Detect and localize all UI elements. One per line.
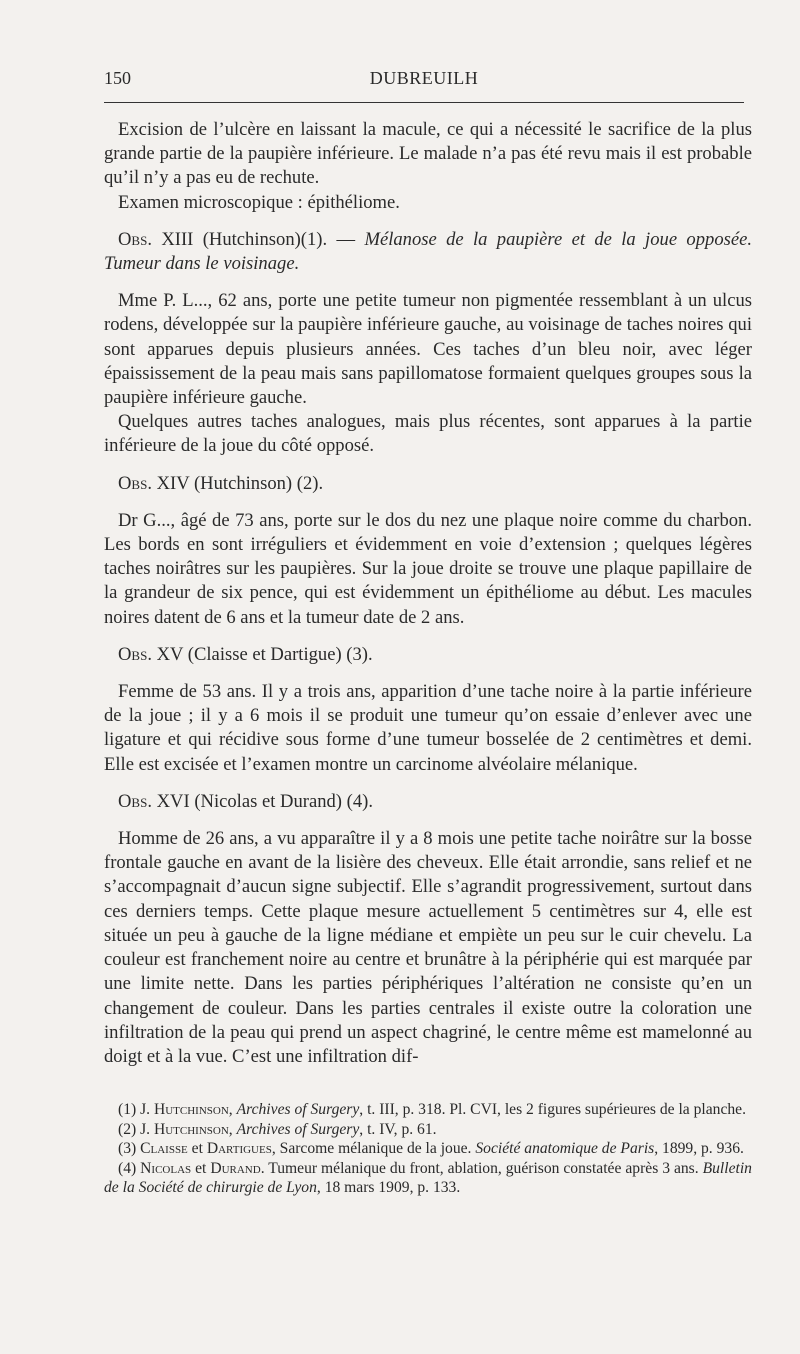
footnote-number: (1) J. — [118, 1101, 154, 1118]
paragraph-case-woman: Femme de 53 ans. Il y a trois ans, apparition d’une tache noire à la partie inférieure de la joue ; il y a 6 mois il se produit une tumeur qu’on essaie d’enlever avec une ligature et qui récidive sous forme d’une tumeur bosselée de 2 centimètres et demi. Elle est excisée et l’examen montre un carcinome alvéolaire mélanique. — [104, 681, 752, 775]
footnote-1 — [104, 1100, 752, 1120]
paragraph-microscopic-exam: Examen microscopique : épithéliome. — [118, 191, 400, 213]
footnote-details: , t. III, p. 318. Pl. CVI, les 2 figures supérieures de la planche. — [359, 1101, 746, 1118]
footnote-conjunction: et — [191, 1159, 211, 1177]
observation-heading-14 — [104, 472, 752, 496]
obs-label: Obs. — [118, 472, 152, 494]
footnote-author: Durand — [210, 1159, 261, 1177]
footnote-source-title: Archives of Surgery — [236, 1120, 360, 1138]
observation-heading-16 — [104, 790, 752, 814]
footnote-3 — [104, 1139, 752, 1159]
header-rule — [104, 102, 744, 103]
observation-heading-13 — [104, 228, 752, 276]
footnote-separator: , — [228, 1120, 237, 1138]
footnote-number: (4) — [118, 1159, 141, 1177]
page-number: 150 — [104, 68, 131, 88]
footnote-2 — [104, 1120, 752, 1140]
observation-heading-15 — [104, 643, 752, 667]
footnote-source-title: Société anatomique de Paris — [475, 1140, 655, 1158]
footnote-author: Hutchinson — [153, 1101, 229, 1118]
footnote-conjunction: et — [187, 1140, 207, 1158]
paragraph-case-man: Homme de 26 ans, a vu apparaître il y a 8 mois une petite tache noirâtre sur la bosse frontale gauche en avant de la lisière des cheveux. Elle était arrondie, sans relief et ne s’accompagnait d’aucun signe subjectif. Elle s’agrandit progressivement, surtout dans ces derniers temps. Cette plaque mesure actuellement 5 centimètres sur 4, elle est située un peu à gauche de la ligne médiane et empiète un peu sur le cuir chevelu. La couleur est franchement noire au centre et brunâtre à la périphérie qui est marquée par une limite nette. Dans les parties périphériques l’altération ne consiste qu’en un changement de couleur. Dans les parties centrales il existe outre la coloration une infiltration de la peau qui prend un aspect chagriné, le centre même est mamelonné au doigt et à la vue. C’est une infiltration dif- — [104, 828, 752, 1067]
obs-head: XV (Claisse et Dartigue) (3). — [151, 643, 373, 665]
footnote-details: , t. IV, p. 61. — [359, 1120, 437, 1138]
obs-label: Obs. — [118, 228, 152, 250]
footnote-details: . Tumeur mélanique du front, ablation, guérison constatée après 3 ans. — [260, 1159, 703, 1177]
obs-head: XIII (Hutchinson)(1). — — [151, 228, 365, 250]
footnote-author: Nicolas — [140, 1159, 192, 1177]
running-title: DUBREUILH — [369, 68, 479, 88]
footnote-4 — [104, 1159, 752, 1198]
footnote-author: Hutchinson — [153, 1120, 229, 1138]
footnote-source-title: Archives of Surgery — [236, 1101, 360, 1118]
footnote-number: (2) J. — [118, 1120, 154, 1138]
paragraph-case-mme-p: Mme P. L..., 62 ans, porte une petite tumeur non pigmentée ressemblant à un ulcus rodens, développée sur la paupière inférieure gauche, au voisinage de taches noires qui sont apparues depuis plusieurs années. Ces taches d’un bleu noir, avec léger épaississement de la peau mais sans papillomatose formaient quelques groupes sous la paupière inférieure gauche. — [104, 290, 752, 409]
footnote-details: , 1899, p. 936. — [654, 1140, 744, 1158]
obs-head: XIV (Hutchinson) (2). — [151, 472, 324, 494]
obs-label: Obs. — [118, 643, 152, 665]
footnote-author: Claisse — [140, 1140, 188, 1158]
body-text — [104, 118, 752, 1069]
paragraph-excision: Excision de l’ulcère en laissant la macule, ce qui a nécessité le sacrifice de la plus grande partie de la paupière inférieure. Le malade n’a pas été revu mais il est probable qu’il n’y a pas eu de rechute. — [104, 119, 752, 189]
obs-title: Mélanose de la paupière et de la joue opposée. Tumeur dans le voisinage. — [104, 228, 753, 275]
footnote-separator: , — [228, 1101, 237, 1118]
footnote-details: , 18 mars 1909, p. 133. — [316, 1179, 461, 1197]
footnote-author: Dartigues — [206, 1140, 272, 1158]
footnotes — [104, 1100, 752, 1198]
paragraph-other-spots: Quelques autres taches analogues, mais plus récentes, sont apparues à la partie inférieure de la joue du côté opposé. — [104, 411, 752, 457]
obs-label: Obs. — [118, 790, 152, 812]
obs-head: XVI (Nicolas et Durand) (4). — [151, 790, 373, 812]
footnote-source-title: Bulletin de la Société de chirurgie de Lyon — [104, 1159, 752, 1197]
footnote-number: (3) — [118, 1140, 141, 1158]
paragraph-case-dr-g: Dr G..., âgé de 73 ans, porte sur le dos du nez une plaque noire comme du charbon. Les bords en sont irréguliers et évidemment en voie d’extension ; quelques légères taches noirâtres sur les paupières. Sur la joue droite se trouve une plaque papillaire de la grandeur de six pence, qui est évidemment un épithéliome au début. Les macules noires datent de 6 ans et la tumeur date de 2 ans. — [104, 509, 752, 628]
page-header — [104, 68, 744, 94]
footnote-details: , Sarcome mélanique de la joue. — [271, 1140, 476, 1158]
